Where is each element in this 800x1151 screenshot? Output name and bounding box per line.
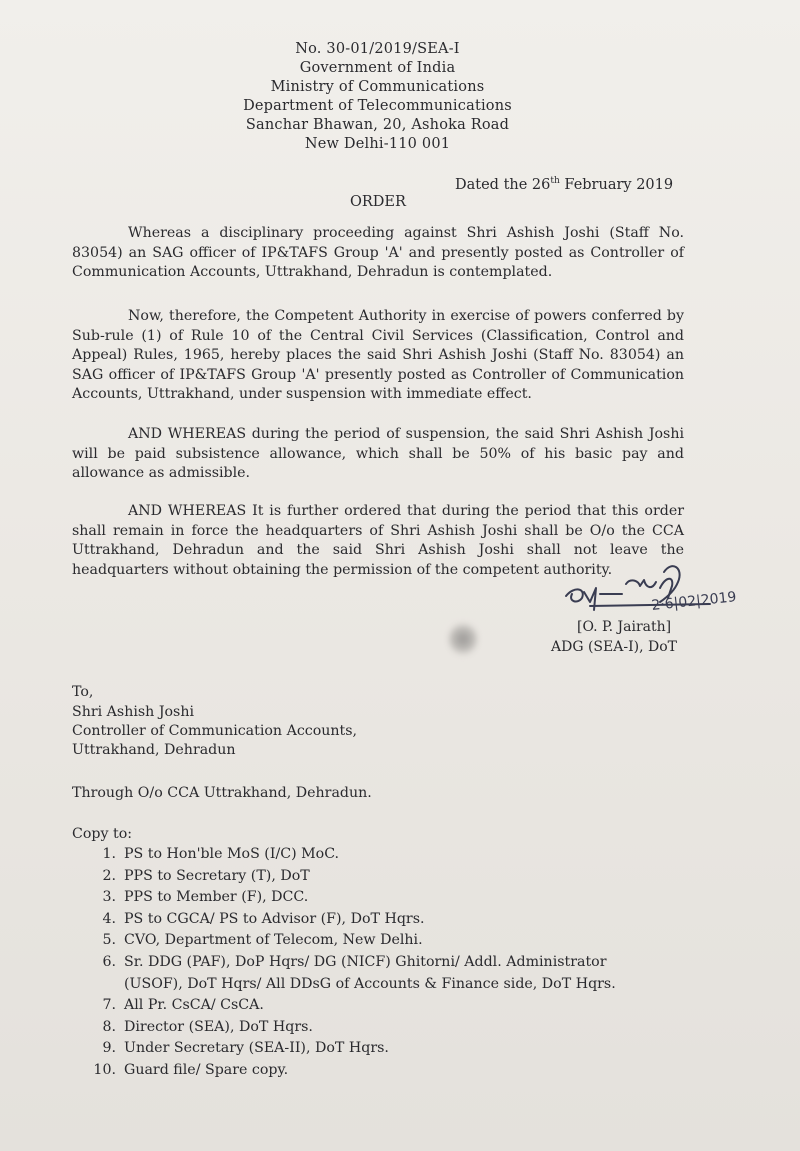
paragraph-subsistence: AND WHEREAS during the period of suspension, the said Shri Ashish Joshi will be paid subsistence allowance, which shall be 50% of his basic pay and allowance as admissible. [72, 426, 684, 481]
to-label: To, [72, 684, 94, 700]
header-city: New Delhi-110 001 [304, 136, 451, 152]
header-address: Sanchar Bhawan, 20, Ashoka Road [245, 117, 510, 133]
header-government: Government of India [299, 60, 456, 76]
paragraph-now-therefore: Now, therefore, the Competent Authority in exercise of powers conferred by Sub-rule (1) of Rule 10 of the Central Civil Services (Classification, Control and Appeal) Rules, 1965, hereby places the said Shri Ashish Joshi (Staff No. 83054) an SAG officer of IP&TAFS Group 'A' presently posted as Controller of Communication Accounts, Uttrakhand, under suspension with immediate effect. [72, 308, 684, 402]
addressee-name: Shri Ashish Joshi [72, 704, 195, 720]
list-item: 2. PPS to Secretary (T), DoT [102, 867, 310, 884]
list-item: 7. All Pr. CsCA/ CsCA. [102, 996, 264, 1013]
list-item: 10. Guard file/ Spare copy. [93, 1061, 289, 1078]
copy-to-list [92, 844, 732, 1081]
handwritten-signature [560, 558, 800, 618]
list-item: 1. PS to Hon'ble MoS (I/C) MoC. [102, 846, 340, 862]
addressee-designation: Controller of Communication Accounts, [72, 723, 358, 739]
copy-to-heading: Copy to: [72, 826, 133, 842]
smudge-mark [448, 622, 478, 656]
signatory-name: [O. P. Jairath] [577, 619, 672, 635]
order-date: Dated the 26th February 2019 [455, 176, 674, 193]
list-item: 6. Sr. DDG (PAF), DoP Hqrs/ DG (NICF) Ghitorni/ Addl. Administrator (USOF), DoT Hqrs/ All DDsG of Accounts & Finance side, DoT Hqrs. [102, 953, 616, 992]
header-ministry: Ministry of Communications [270, 79, 485, 95]
paragraph-whereas: Whereas a disciplinary proceeding against Shri Ashish Joshi (Staff No. 83054) an SAG officer of IP&TAFS Group 'A' and presently posted as Controller of Communication Accounts, Uttrakhand, Dehradun is contemplated. [72, 225, 684, 280]
list-item: 3. PPS to Member (F), DCC. [102, 889, 309, 906]
list-item: 5. CVO, Department of Telecom, New Delhi. [102, 932, 423, 949]
svg-text:2·6|02|2019: 2·6|02|2019 [650, 589, 738, 614]
addressee-location: Uttrakhand, Dehradun [72, 742, 236, 758]
order-title: ORDER [350, 194, 406, 210]
paragraph-headquarters: AND WHEREAS It is further ordered that during the period that this order shall remain in force the headquarters of Shri Ashish Joshi shall be O/o the CCA Uttrakhand, Dehradun and the said Shri Ashish Joshi shall not leave the headquarters without obtaining the permission of the competent authority. [72, 503, 684, 578]
list-item: 9. Under Secretary (SEA-II), DoT Hqrs. [102, 1040, 389, 1057]
list-item: 8. Director (SEA), DoT Hqrs. [102, 1018, 313, 1035]
file-number: No. 30-01/2019/SEA-I [295, 41, 460, 57]
signatory-designation: ADG (SEA-I), DoT [551, 639, 677, 655]
list-item: 4. PS to CGCA/ PS to Advisor (F), DoT Hqrs. [102, 910, 425, 927]
through-line: Through O/o CCA Uttrakhand, Dehradun. [72, 785, 372, 801]
header-department: Department of Telecommunications [243, 98, 512, 114]
